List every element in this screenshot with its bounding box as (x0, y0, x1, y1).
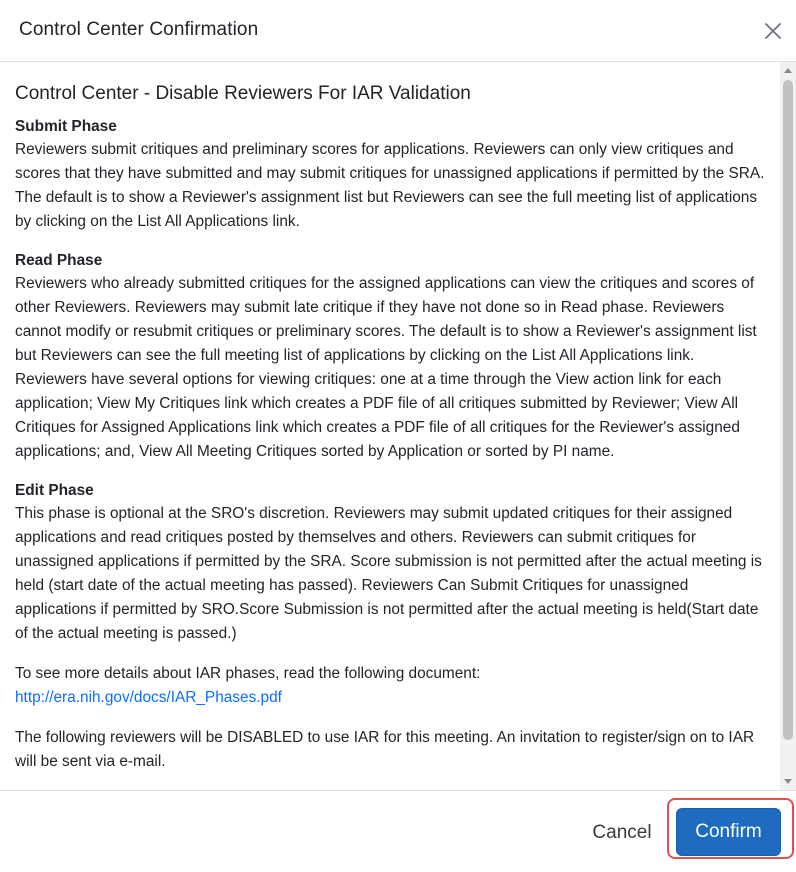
close-button[interactable] (758, 16, 788, 46)
phase-description: This phase is optional at the SRO's discretion. Reviewers may submit updated critiques for their assigned applications and read critiques posted by themselves and others. Reviewers can submit critiques for unassigned applications if permitted by the SRA. Score submission is not permitted after the actual meeting is held (start date of the actual meeting has passed). Reviewers Can Submit Critiques for unassigned applications if permitted by SRO.Score Submission is not permitted after the actual meeting is held(Start date of the actual meeting is passed.) (15, 505, 762, 642)
phase-description: Reviewers submit critiques and preliminary scores for applications. Reviewers can only view critiques and scores that they have submitted and may submit critiques for unassigned applications if permitted by the SRA. The default is to show a Reviewer's assignment list but Reviewers can see the full meeting list of applications by clicking on the List All Applications link. (15, 141, 765, 230)
iar-phases-document-link[interactable]: http://era.nih.gov/docs/IAR_Phases.pdf (15, 689, 282, 706)
body-heading: Control Center - Disable Reviewers For IAR Validation (15, 83, 471, 104)
dialog-footer (0, 790, 796, 872)
phase-description: Reviewers who already submitted critiques for the assigned applications can view the critiques and scores of other Reviewers. Reviewers may submit late critique if they have not done so in Read phase. Reviewers cannot modify or resubmit critiques or preliminary scores. The default is to show a Reviewer's assignment list but Reviewers can see the full meeting list of applications by clicking on the List All Applications link. Reviewers have several options for viewing critiques: one at a time through the View action link for each application; View My Critiques link which creates a PDF file of all critiques submitted by Reviewer; View All Critiques for Assigned Applications link which creates a PDF file of all critiques for the Reviewer's assigned applications; and, View All Meeting Critiques sorted by Application or sorted by PI name. (15, 275, 757, 460)
phase-title: Edit Phase (15, 482, 94, 499)
details-paragraph (15, 662, 765, 710)
details-text: To see more details about IAR phases, read the following document: (15, 665, 481, 682)
dialog-body-content (15, 82, 765, 790)
dialog-title: Control Center Confirmation (19, 19, 259, 40)
dialog-header (0, 0, 796, 62)
dialog-body (0, 62, 796, 790)
scroll-up-arrow-icon[interactable] (784, 68, 792, 73)
phase-title: Read Phase (15, 252, 103, 269)
disabled-reviewers-text: The following reviewers will be DISABLED to use IAR for this meeting. An invitation to register/sign on to IAR will be sent via e-mail. (15, 729, 755, 770)
vertical-scrollbar[interactable] (780, 62, 796, 790)
phase-section-edit (15, 480, 765, 646)
scroll-down-arrow-icon[interactable] (784, 779, 792, 784)
confirm-button[interactable]: Confirm (676, 808, 781, 856)
phase-section-submit (15, 116, 765, 234)
close-icon (758, 16, 788, 46)
phase-title: Submit Phase (15, 118, 117, 135)
scrollbar-thumb[interactable] (783, 80, 793, 740)
cancel-button[interactable]: Cancel (580, 809, 664, 857)
phase-section-read (15, 250, 765, 464)
